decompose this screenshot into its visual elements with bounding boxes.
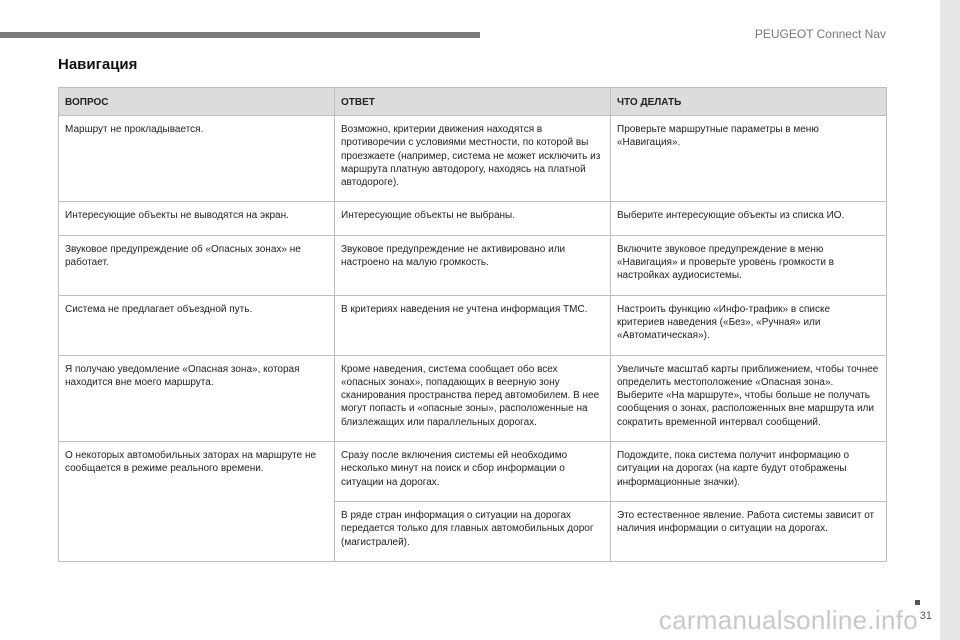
solution-cell: Настроить функцию «Инфо-трафик» в списке критериев наведения («Без», «Ручная» или «Автоматическая»). (611, 295, 887, 355)
question-cell: Звуковое предупреждение об «Опасных зонах» не работает. (59, 235, 335, 295)
answer-cell: Сразу после включения системы ей необходимо несколько минут на поиск и сбор информации о ситуации на дорогах. (335, 442, 611, 502)
solution-cell: Проверьте маршрутные параметры в меню «Навигация». (611, 116, 887, 202)
answer-cell: Возможно, критерии движения находятся в противоречии с условиями местности, по которой вы проезжаете (например, система не может исключить из маршрута платную автодорогу, находясь на платной автодороге). (335, 116, 611, 202)
watermark: carmanualsonline.info (658, 605, 918, 635)
answer-cell: Звуковое предупреждение не активировано или настроено на малую громкость. (335, 235, 611, 295)
page-number: 31 (919, 610, 932, 622)
answer-cell: Кроме наведения, система сообщает обо всех «опасных зонах», попадающих в веерную зону сканирования пространства перед автомобилем. В нее могут попасть и «опасные зоны», расположенные на близлежащих или параллельных дорогах. (335, 355, 611, 441)
page-title: Навигация (58, 56, 138, 73)
header-bar (0, 32, 480, 38)
column-header-solution: ЧТО ДЕЛАТЬ (611, 88, 887, 116)
table-row (59, 202, 887, 235)
column-header-question: ВОПРОС (59, 88, 335, 116)
answer-cell: В ряде стран информация о ситуации на дорогах передается только для главных автомобильных дорог (магистралей). (335, 501, 611, 561)
answer-cell: В критериях наведения не учтена информация TMC. (335, 295, 611, 355)
table-row (59, 116, 887, 202)
solution-cell: Выберите интересующие объекты из списка ИО. (611, 202, 887, 235)
solution-cell: Подождите, пока система получит информацию о ситуации на дорогах (на карте будут отображены информационные значки). (611, 442, 887, 502)
answer-cell: Интересующие объекты не выбраны. (335, 202, 611, 235)
question-cell: Маршрут не прокладывается. (59, 116, 335, 202)
table-row (59, 235, 887, 295)
faq-table (58, 87, 887, 562)
solution-cell: Включите звуковое предупреждение в меню «Навигация» и проверьте уровень громкости в настройках аудиосистемы. (611, 235, 887, 295)
brand-label: PEUGEOT Connect Nav (754, 27, 886, 41)
table-row (59, 355, 887, 441)
table-header-row (59, 88, 887, 116)
question-cell: О некоторых автомобильных заторах на маршруте не сообщается в режиме реального времени. (59, 442, 335, 562)
question-cell: Система не предлагает объездной путь. (59, 295, 335, 355)
table-row (59, 295, 887, 355)
question-cell: Интересующие объекты не выводятся на экран. (59, 202, 335, 235)
solution-cell: Это естественное явление. Работа системы зависит от наличия информации о ситуации на дорогах. (611, 501, 887, 561)
question-cell: Я получаю уведомление «Опасная зона», которая находится вне моего маршрута. (59, 355, 335, 441)
column-header-answer: ОТВЕТ (335, 88, 611, 116)
solution-cell: Увеличьте масштаб карты приближением, чтобы точнее определить местоположение «Опасная зона». Выберите «На маршруте», чтобы больше не получать сообщения о зонах, расположенных вне маршрута или сократить временной интервал сообщений. (611, 355, 887, 441)
page-edge-strip (940, 0, 960, 640)
table-row (59, 442, 887, 502)
